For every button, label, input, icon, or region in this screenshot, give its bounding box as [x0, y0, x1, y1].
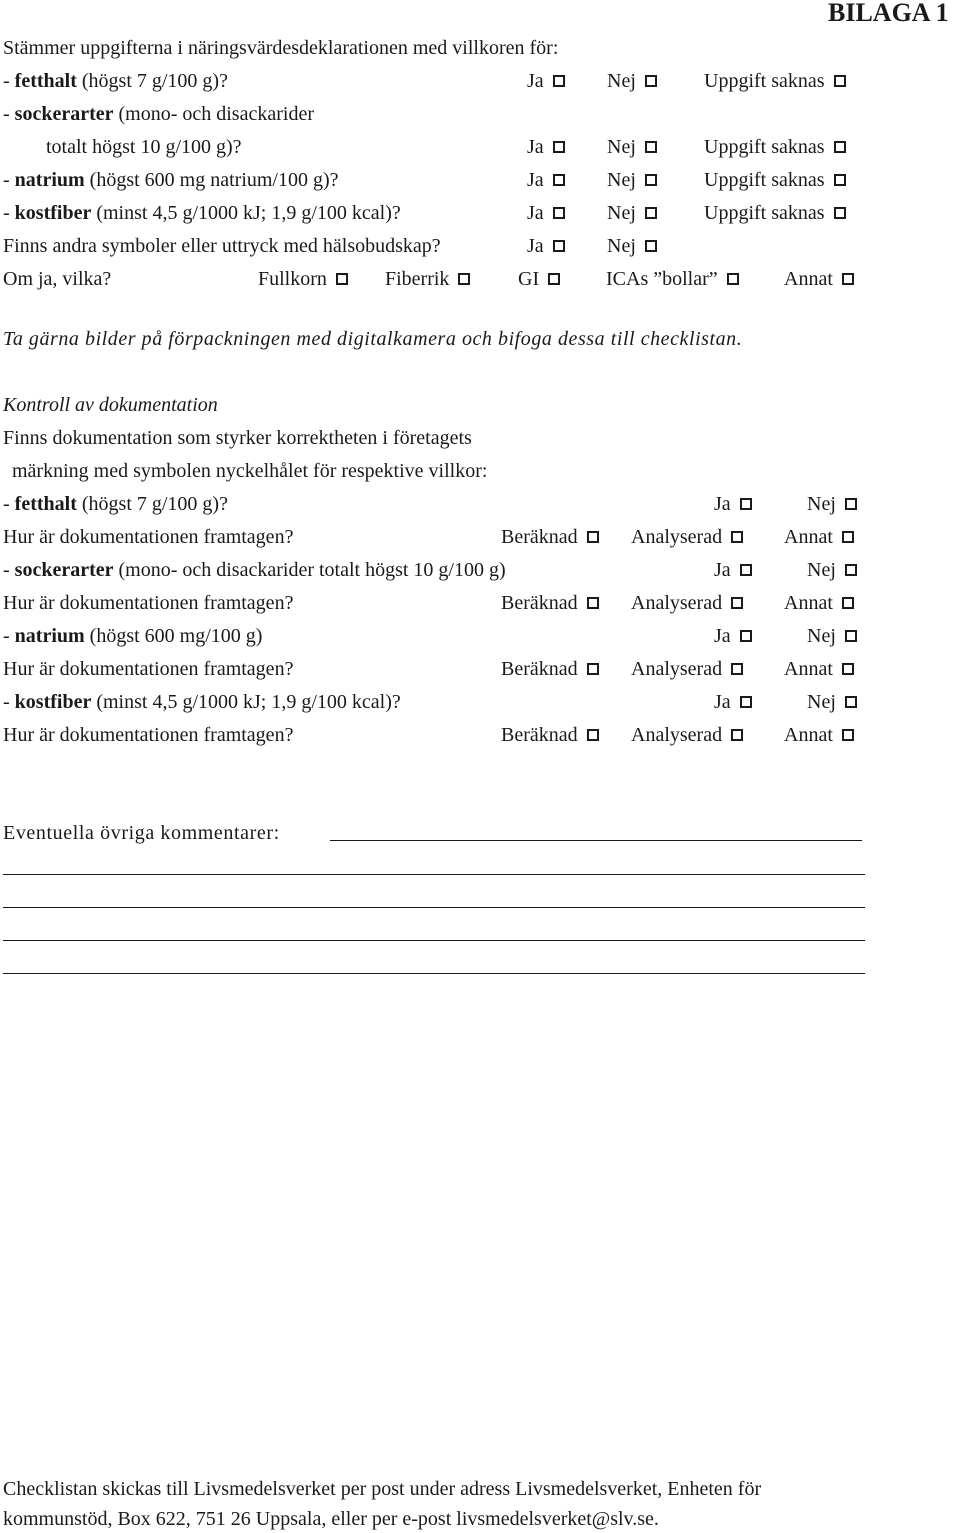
comment-line[interactable]: [3, 874, 865, 875]
checkbox-icon[interactable]: [834, 141, 846, 153]
option-label: Annat: [784, 526, 833, 548]
s2-prefix: -: [3, 559, 15, 581]
checkbox-icon[interactable]: [842, 663, 854, 675]
option-label: Ja: [714, 559, 731, 581]
s2-kostfiber-analyserad[interactable]: [631, 725, 743, 745]
option-label: Nej: [607, 70, 636, 92]
s2-sockerarter-annat[interactable]: [784, 593, 854, 613]
checkbox-icon[interactable]: [842, 531, 854, 543]
checkbox-icon[interactable]: [740, 696, 752, 708]
option-label: Nej: [807, 559, 836, 581]
s2-natrium-label: [3, 626, 262, 646]
s1-prefix: -: [3, 103, 15, 125]
s1-fetthalt-nej[interactable]: [607, 71, 657, 91]
checkbox-icon[interactable]: [731, 729, 743, 741]
s2-fetthalt-method-question: Hur är dokumentationen framtagen?: [3, 526, 294, 548]
s1-natrium-ja[interactable]: [527, 170, 565, 190]
checkbox-icon[interactable]: [645, 75, 657, 87]
s2-kostfiber-ja[interactable]: [714, 692, 752, 712]
option-label: Ja: [527, 136, 544, 158]
checkbox-icon[interactable]: [842, 729, 854, 741]
checkbox-icon[interactable]: [845, 696, 857, 708]
option-label: Uppgift saknas: [704, 202, 825, 224]
s1-fetthalt-ja[interactable]: [527, 71, 565, 91]
s1-which-fiberrik[interactable]: [385, 269, 470, 289]
checkbox-icon[interactable]: [553, 75, 565, 87]
s2-sockerarter-term: sockerarter: [14, 559, 114, 581]
option-label: Nej: [607, 202, 636, 224]
s1-which-fullkorn[interactable]: [258, 269, 348, 289]
option-label: Nej: [807, 691, 836, 713]
checkbox-icon[interactable]: [845, 564, 857, 576]
checkbox-icon[interactable]: [834, 207, 846, 219]
s2-natrium-term: natrium: [14, 625, 85, 647]
checkbox-icon[interactable]: [587, 663, 599, 675]
page-title: BILAGA 1: [828, 0, 949, 27]
checkbox-icon[interactable]: [587, 597, 599, 609]
s1-fetthalt-label: [3, 71, 228, 91]
s2-sockerarter-ja[interactable]: [714, 560, 752, 580]
s2-fetthalt-nej[interactable]: [807, 494, 857, 514]
option-label: Nej: [607, 235, 636, 257]
s2-sockerarter-beraknad[interactable]: [501, 593, 599, 613]
s2-kostfiber-criteria: (minst 4,5 g/1000 kJ; 1,9 g/100 kcal)?: [91, 691, 401, 713]
s1-which-label: Om ja, vilka?: [3, 268, 112, 290]
s1-symbols-nej[interactable]: [607, 236, 657, 256]
s1-fetthalt-criteria: (högst 7 g/100 g)?: [76, 70, 228, 92]
s2-natrium-beraknad[interactable]: [501, 659, 599, 679]
footer-line-1: Checklistan skickas till Livsmedelsverket per post under adress Livsmedelsverket, Enheten för: [3, 1478, 762, 1500]
s2-fetthalt-ja[interactable]: [714, 494, 752, 514]
s1-symbols-ja[interactable]: [527, 236, 565, 256]
s2-prefix: -: [3, 691, 15, 713]
option-label: Nej: [607, 169, 636, 191]
s2-natrium-ja[interactable]: [714, 626, 752, 646]
s1-kostfiber-label: [3, 203, 401, 223]
checkbox-icon[interactable]: [740, 630, 752, 642]
option-label: Beräknad: [501, 724, 578, 746]
s2-fetthalt-criteria: (högst 7 g/100 g)?: [76, 493, 228, 515]
s1-sockerarter-term: sockerarter: [14, 103, 114, 125]
checkbox-icon[interactable]: [740, 498, 752, 510]
checkbox-icon[interactable]: [731, 597, 743, 609]
checkbox-icon[interactable]: [587, 531, 599, 543]
s2-kostfiber-nej[interactable]: [807, 692, 857, 712]
s1-natrium-nej[interactable]: [607, 170, 657, 190]
checkbox-icon[interactable]: [336, 273, 348, 285]
s1-natrium-label: [3, 170, 339, 190]
checkbox-icon[interactable]: [587, 729, 599, 741]
s2-natrium-method-question: Hur är dokumentationen framtagen?: [3, 658, 294, 680]
option-label: Uppgift saknas: [704, 136, 825, 158]
checkbox-icon[interactable]: [553, 174, 565, 186]
s2-sockerarter-label: [3, 560, 506, 580]
section2-intro-line2: märkning med symbolen nyckelhålet för respektive villkor:: [12, 460, 488, 482]
option-label: Annat: [784, 658, 833, 680]
option-label: Uppgift saknas: [704, 169, 825, 191]
option-label: GI: [518, 268, 540, 290]
s1-sockerarter-label: [3, 104, 314, 124]
option-label: Ja: [714, 691, 731, 713]
comments-label: Eventuella övriga kommentarer:: [3, 822, 280, 844]
checkbox-icon[interactable]: [645, 174, 657, 186]
s1-sockerarter-nej[interactable]: [607, 137, 657, 157]
checkbox-icon[interactable]: [845, 498, 857, 510]
comment-line[interactable]: [3, 907, 865, 908]
s2-sockerarter-analyserad[interactable]: [631, 593, 743, 613]
s1-prefix: -: [3, 169, 15, 191]
option-label: Analyserad: [631, 526, 723, 548]
option-label: Nej: [607, 136, 636, 158]
s1-kostfiber-ja[interactable]: [527, 203, 565, 223]
option-label: Ja: [527, 169, 544, 191]
s1-symbols-question: Finns andra symboler eller uttryck med hälsobudskap?: [3, 235, 441, 257]
checkbox-icon[interactable]: [645, 240, 657, 252]
option-label: Beräknad: [501, 592, 578, 614]
s2-fetthalt-term: fetthalt: [14, 493, 77, 515]
option-label: Uppgift saknas: [704, 70, 825, 92]
section2-heading: Kontroll av dokumentation: [3, 394, 218, 416]
checkbox-icon[interactable]: [834, 174, 846, 186]
s1-prefix: -: [3, 70, 15, 92]
option-label: Annat: [784, 592, 833, 614]
option-label: Fullkorn: [258, 268, 327, 290]
option-label: Nej: [807, 493, 836, 515]
footer-line-2: kommunstöd, Box 622, 751 26 Uppsala, eller per e-post livsmedelsverket@slv.se.: [3, 1508, 659, 1530]
checkbox-icon[interactable]: [740, 564, 752, 576]
s1-natrium-criteria: (högst 600 mg natrium/100 g)?: [84, 169, 339, 191]
checkbox-icon[interactable]: [731, 663, 743, 675]
s1-prefix: -: [3, 202, 15, 224]
checkbox-icon[interactable]: [727, 273, 739, 285]
s2-kostfiber-beraknad[interactable]: [501, 725, 599, 745]
checkbox-icon[interactable]: [548, 273, 560, 285]
s2-kostfiber-label: [3, 692, 401, 712]
s2-natrium-annat[interactable]: [784, 659, 854, 679]
s1-which-gi[interactable]: [518, 269, 560, 289]
s2-sockerarter-nej[interactable]: [807, 560, 857, 580]
s2-fetthalt-beraknad[interactable]: [501, 527, 599, 547]
option-label: Ja: [714, 493, 731, 515]
s2-fetthalt-label: [3, 494, 228, 514]
option-label: Analyserad: [631, 592, 723, 614]
checkbox-icon[interactable]: [553, 207, 565, 219]
s1-sockerarter-saknas[interactable]: [704, 137, 846, 157]
option-label: Analyserad: [631, 724, 723, 746]
s1-kostfiber-saknas[interactable]: [704, 203, 846, 223]
s2-kostfiber-method-question: Hur är dokumentationen framtagen?: [3, 724, 294, 746]
checkbox-icon[interactable]: [731, 531, 743, 543]
section2-intro-line1: Finns dokumentation som styrker korrektheten i företagets: [3, 427, 472, 449]
checkbox-icon[interactable]: [553, 240, 565, 252]
s1-natrium-term: natrium: [14, 169, 85, 191]
s2-kostfiber-term: kostfiber: [14, 691, 92, 713]
s2-fetthalt-annat[interactable]: [784, 527, 854, 547]
photo-note: Ta gärna bilder på förpackningen med digitalkamera och bifoga dessa till checklistan.: [3, 328, 743, 350]
checkbox-icon[interactable]: [458, 273, 470, 285]
option-label: Annat: [784, 268, 833, 290]
s2-kostfiber-annat[interactable]: [784, 725, 854, 745]
option-label: Ja: [527, 70, 544, 92]
s1-which-annat[interactable]: [784, 269, 854, 289]
checkbox-icon[interactable]: [842, 597, 854, 609]
option-label: Analyserad: [631, 658, 723, 680]
s2-natrium-nej[interactable]: [807, 626, 857, 646]
checkbox-icon[interactable]: [645, 207, 657, 219]
s1-sockerarter-ja[interactable]: [527, 137, 565, 157]
s2-natrium-analyserad[interactable]: [631, 659, 743, 679]
s2-prefix: -: [3, 493, 15, 515]
s2-sockerarter-method-question: Hur är dokumentationen framtagen?: [3, 592, 294, 614]
s1-sockerarter-cont: totalt högst 10 g/100 g)?: [46, 136, 242, 158]
comment-line[interactable]: [330, 840, 862, 841]
checkbox-icon[interactable]: [645, 141, 657, 153]
checkbox-icon[interactable]: [553, 141, 565, 153]
checkbox-icon[interactable]: [834, 75, 846, 87]
option-label: Fiberrik: [385, 268, 450, 290]
s2-fetthalt-analyserad[interactable]: [631, 527, 743, 547]
comment-line[interactable]: [3, 973, 865, 974]
comment-line[interactable]: [3, 940, 865, 941]
s1-kostfiber-criteria: (minst 4,5 g/1000 kJ; 1,9 g/100 kcal)?: [91, 202, 401, 224]
option-label: Annat: [784, 724, 833, 746]
checkbox-icon[interactable]: [845, 630, 857, 642]
section1-intro: Stämmer uppgifterna i näringsvärdesdeklarationen med villkoren för:: [3, 37, 559, 59]
s2-natrium-criteria: (högst 600 mg/100 g): [84, 625, 263, 647]
s1-fetthalt-term: fetthalt: [14, 70, 77, 92]
checkbox-icon[interactable]: [842, 273, 854, 285]
s2-sockerarter-criteria: (mono- och disackarider totalt högst 10 g/100 g): [113, 559, 506, 581]
s2-prefix: -: [3, 625, 15, 647]
s1-kostfiber-term: kostfiber: [14, 202, 92, 224]
option-label: Ja: [527, 202, 544, 224]
s1-natrium-saknas[interactable]: [704, 170, 846, 190]
option-label: Nej: [807, 625, 836, 647]
s1-kostfiber-nej[interactable]: [607, 203, 657, 223]
option-label: Ja: [714, 625, 731, 647]
s1-fetthalt-saknas[interactable]: [704, 71, 846, 91]
s1-sockerarter-criteria: (mono- och disackarider: [113, 103, 314, 125]
option-label: ICAs ”bollar”: [606, 268, 718, 290]
option-label: Ja: [527, 235, 544, 257]
s1-which-icas[interactable]: [606, 269, 739, 289]
option-label: Beräknad: [501, 526, 578, 548]
option-label: Beräknad: [501, 658, 578, 680]
